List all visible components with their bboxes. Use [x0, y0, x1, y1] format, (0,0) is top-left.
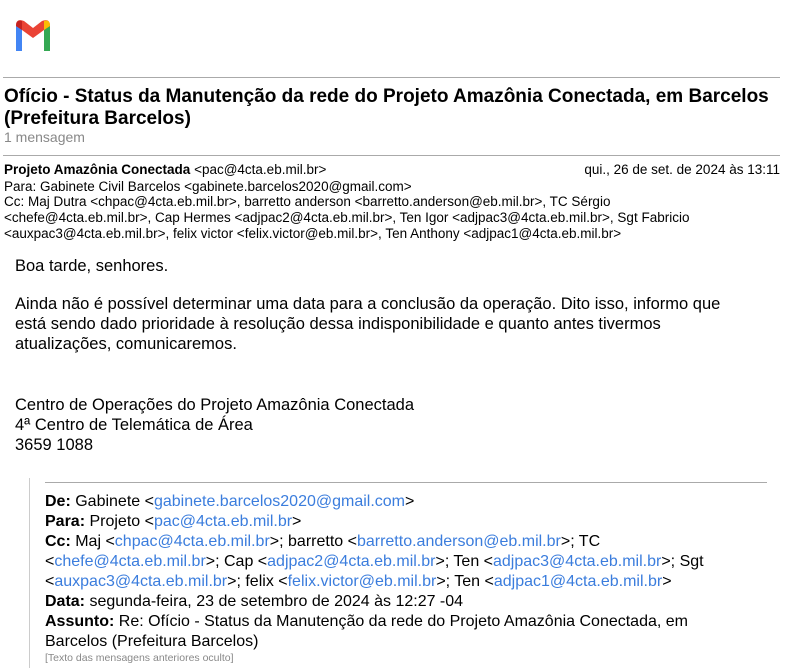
- paragraph-line: Ainda não é possível determinar uma data para a conclusão da operação. Dito isso, informo que: [15, 295, 721, 313]
- header-divider: [3, 155, 780, 156]
- date-value: segunda-feira, 23 de setembro de 2024 às 12:27 -04: [85, 593, 464, 610]
- paragraph-line: está sendo dado prioridade à resolução dessa indisponibilidade e quanto antes tivermos: [15, 315, 661, 333]
- to-name: Projeto <: [85, 513, 154, 530]
- subject-label: Assunto:: [45, 613, 115, 630]
- cc-text: <: [45, 573, 55, 590]
- cc-email-link[interactable]: chefe@4cta.eb.mil.br: [54, 553, 206, 570]
- cc-email-link[interactable]: adjpac2@4cta.eb.mil.br: [267, 553, 436, 570]
- quoted-date: [45, 592, 775, 612]
- top-divider: [3, 77, 780, 78]
- quoted-cc-line: [45, 572, 775, 592]
- greeting: Boa tarde, senhores.: [15, 257, 169, 275]
- sender-email[interactable]: <pac@4cta.eb.mil.br>: [194, 162, 327, 177]
- to-email-link[interactable]: pac@4cta.eb.mil.br: [153, 513, 293, 530]
- date-label: Data:: [45, 593, 86, 610]
- quoted-subject: [45, 612, 775, 632]
- to-label: Para:: [45, 513, 86, 530]
- cc-email-link[interactable]: auxpac3@4cta.eb.mil.br: [54, 573, 228, 590]
- cc-email-link[interactable]: adjpac3@4cta.eb.mil.br: [493, 553, 662, 570]
- body-paragraph: [15, 294, 775, 354]
- cc-text: >: [662, 573, 672, 590]
- paragraph-line: atualizações, comunicaremos.: [15, 335, 237, 353]
- cc-text: >; barretto <: [269, 533, 357, 550]
- signature-line: Centro de Operações do Projeto Amazônia Conectada: [15, 396, 414, 414]
- cc-text: Maj <: [70, 533, 115, 550]
- gmail-logo-icon: [4, 4, 62, 64]
- quoted-to: [45, 512, 775, 532]
- email-subject: Ofício - Status da Manutenção da rede do Projeto Amazônia Conectada, em Barcelos (Prefeitura Barcelos): [4, 86, 769, 129]
- quoted-from: [45, 492, 775, 512]
- bracket: >: [292, 513, 302, 530]
- cc-text: >; TC: [560, 533, 601, 550]
- cc-text: <: [45, 553, 55, 570]
- cc-text: >; Cap <: [205, 553, 268, 570]
- quoted-cc-line: [45, 552, 775, 572]
- cc-email-link[interactable]: chpac@4cta.eb.mil.br: [114, 533, 270, 550]
- cc-label: Cc:: [45, 533, 71, 550]
- from-label: De:: [45, 493, 71, 510]
- cc-text: >; felix <: [227, 573, 288, 590]
- quoted-subject-cont: Barcelos (Prefeitura Barcelos): [45, 633, 259, 650]
- hidden-text-toggle[interactable]: [Texto das mensagens anteriores oculto]: [45, 652, 234, 664]
- message-count: 1 mensagem: [4, 129, 85, 145]
- cc-email-link[interactable]: felix.victor@eb.mil.br: [287, 573, 437, 590]
- cc-text: >; Ten <: [436, 573, 494, 590]
- bracket: >: [405, 493, 415, 510]
- cc-text: >; Sgt: [661, 553, 704, 570]
- quoted-cc-line: [45, 532, 775, 552]
- from-email-link[interactable]: gabinete.barcelos2020@gmail.com: [153, 493, 406, 510]
- cc-line: <chefe@4cta.eb.mil.br>, Cap Hermes <adjpac2@4cta.eb.mil.br>, Ten Igor <adjpac3@4cta.eb.mil.br>, Sgt Fabricio: [4, 210, 690, 225]
- from-name: Gabinete <: [70, 493, 154, 510]
- quote-divider: [45, 482, 767, 483]
- sender-name[interactable]: Projeto Amazônia Conectada: [4, 162, 191, 177]
- signature: [15, 395, 775, 455]
- cc-line: Cc: Maj Dutra <chpac@4cta.eb.mil.br>, barretto anderson <barretto.anderson@eb.mil.br>, TC Sérgio: [4, 194, 611, 209]
- signature-line: 3659 1088: [15, 436, 93, 454]
- cc-text: >; Ten <: [435, 553, 493, 570]
- subject-value: Re: Ofício - Status da Manutenção da rede do Projeto Amazônia Conectada, em: [114, 613, 688, 630]
- cc-line: <auxpac3@4cta.eb.mil.br>, felix victor <felix.victor@eb.mil.br>, Ten Anthony <adjpac1@4cta.eb.mil.br>: [4, 226, 622, 241]
- cc-email-link[interactable]: barretto.anderson@eb.mil.br: [356, 533, 561, 550]
- email-date: qui., 26 de set. de 2024 às 13:11: [584, 162, 780, 177]
- cc-email-link[interactable]: adjpac1@4cta.eb.mil.br: [493, 573, 663, 590]
- to-line: Para: Gabinete Civil Barcelos <gabinete.barcelos2020@gmail.com>: [4, 179, 412, 194]
- signature-line: 4ª Centro de Telemática de Área: [15, 416, 253, 434]
